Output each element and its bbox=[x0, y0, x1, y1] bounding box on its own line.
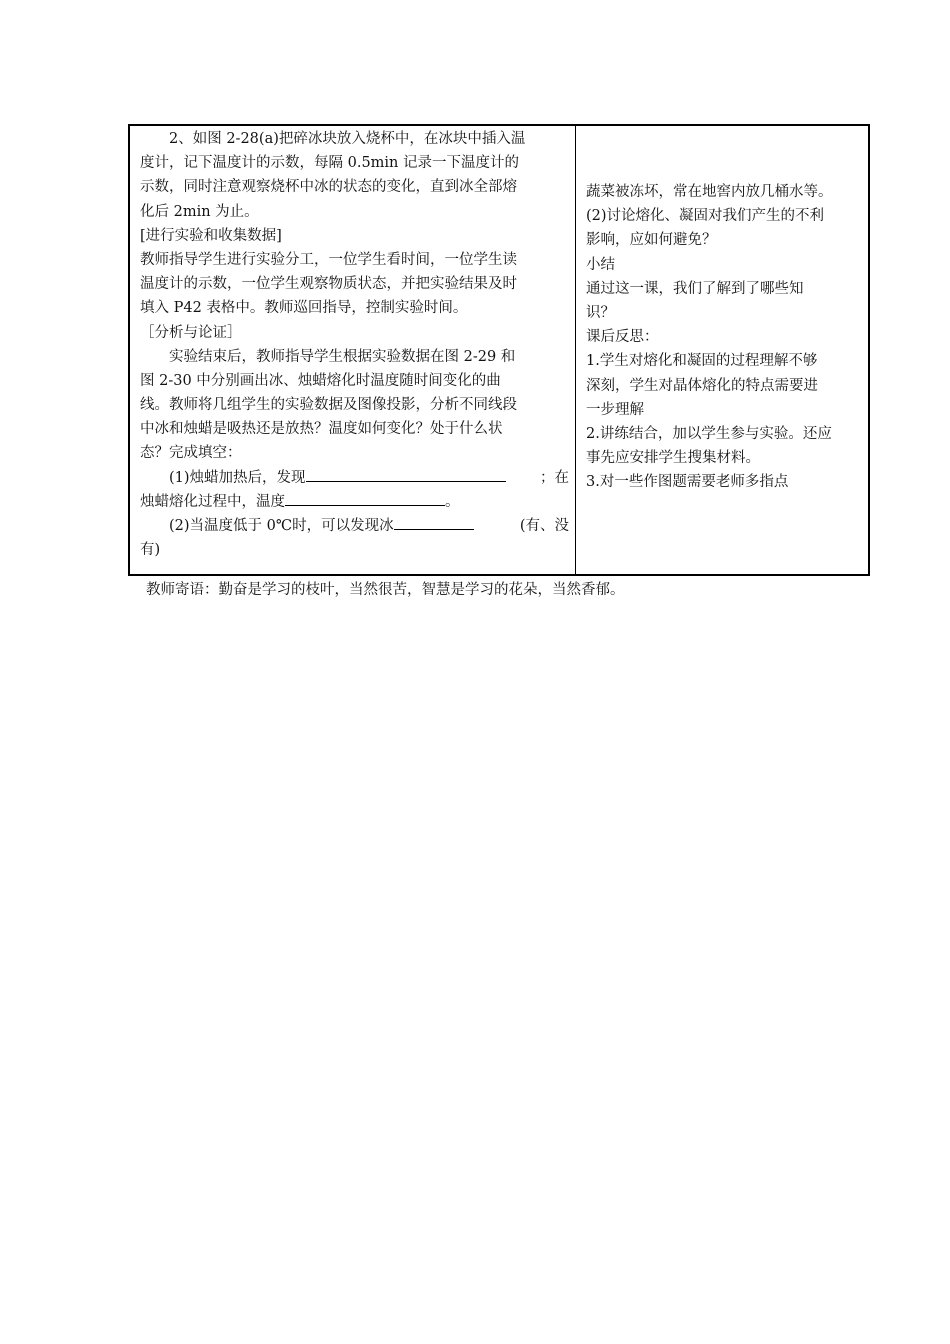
question-1-continuation bbox=[140, 490, 569, 514]
right-cell bbox=[576, 126, 868, 574]
fill-blank bbox=[306, 467, 506, 482]
text-line: 实验结束后，教师指导学生根据实验数据在图 2-29 和 bbox=[169, 348, 516, 365]
question-2-suffix: (有、没 bbox=[519, 518, 569, 534]
text-line: 事先应安排学生搜集材料。 bbox=[586, 450, 760, 467]
text-line: 线。教师将几组学生的实验数据及图像投影，分析不同线段 bbox=[140, 397, 517, 414]
section-heading: 课后反思： bbox=[586, 329, 659, 346]
text-line: 识？ bbox=[586, 304, 615, 321]
section-heading: 小结 bbox=[586, 256, 615, 273]
text-line: 化后 2min 为止。 bbox=[140, 203, 259, 220]
text-line: 蔬菜被冻坏，常在地窖内放几桶水等。 bbox=[586, 184, 833, 200]
text-line: (2)讨论熔化、凝固对我们产生的不利 bbox=[586, 208, 825, 225]
text-line: 3.对一些作图题需要老师多指点 bbox=[586, 474, 789, 491]
text-line: 填入 P42 表格中。教师巡回指导，控制实验时间。 bbox=[140, 300, 468, 317]
left-cell bbox=[130, 126, 576, 574]
question-1-prompt-2: 烛蜡熔化过程中，温度 bbox=[140, 493, 285, 510]
text-line: 中冰和烛蜡是吸热还是放热？温度如何变化？处于什么状 bbox=[140, 421, 503, 438]
fill-blank bbox=[285, 491, 445, 506]
text-line: 图 2-30 中分别画出冰、烛蜡熔化时温度随时间变化的曲 bbox=[140, 372, 501, 389]
text-line: 影响，应如何避免？ bbox=[586, 232, 717, 249]
text-line: 有) bbox=[140, 542, 161, 559]
fill-blank bbox=[394, 515, 474, 530]
section-heading: ［分析与论证］ bbox=[140, 324, 242, 341]
text-line: 示数，同时注意观察烧杯中冰的状态的变化，直到冰全部熔 bbox=[140, 179, 517, 196]
section-heading: [进行实验和收集数据] bbox=[140, 227, 282, 244]
question-1-prompt: (1)烛蜡加热后，发现 bbox=[169, 469, 306, 486]
text-line: 温度计的示数，一位学生观察物质状态，并把实验结果及时 bbox=[140, 276, 517, 293]
text-line: 2.讲练结合，加以学生参与实验。还应 bbox=[586, 425, 832, 442]
text-line: 深刻，学生对晶体熔化的特点需要进 bbox=[586, 377, 818, 394]
question-2-prompt: (2)当温度低于 0℃时，可以发现冰 bbox=[169, 518, 394, 534]
text-line: 度计，记下温度计的示数，每隔 0.5min 记录一下温度计的 bbox=[140, 155, 520, 172]
question-1-suffix: ；在 bbox=[540, 469, 569, 486]
text-line: 一步理解 bbox=[586, 401, 644, 418]
text-line: 教师指导学生进行实验分工，一位学生看时间，一位学生读 bbox=[140, 251, 517, 268]
text-line: 1.学生对熔化和凝固的过程理解不够 bbox=[586, 353, 818, 370]
text-line: 通过这一课，我们了解到了哪些知 bbox=[586, 280, 804, 297]
text-line: 2、如图 2-28(a)把碎冰块放入烧杯中，在冰块中插入温 bbox=[169, 131, 526, 147]
question-2-line bbox=[140, 514, 569, 538]
text-line: 态？完成填空： bbox=[140, 445, 242, 462]
teacher-message: 教师寄语：勤奋是学习的枝叶，当然很苦，智慧是学习的花朵，当然香郁。 bbox=[146, 582, 625, 598]
lesson-table bbox=[128, 124, 870, 576]
question-1-end: 。 bbox=[445, 493, 460, 510]
question-1-line bbox=[140, 466, 569, 490]
